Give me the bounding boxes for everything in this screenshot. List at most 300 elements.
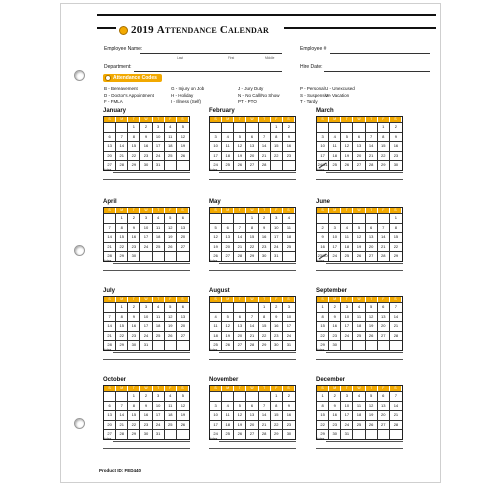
day-cell[interactable]: 18 bbox=[222, 151, 234, 161]
day-cell[interactable]: 26 bbox=[234, 429, 246, 439]
notes-line[interactable] bbox=[326, 263, 403, 264]
day-cell[interactable]: 10 bbox=[210, 410, 222, 420]
day-cell[interactable] bbox=[246, 302, 258, 312]
day-cell[interactable] bbox=[378, 340, 390, 350]
day-cell[interactable]: 22 bbox=[317, 331, 329, 341]
day-cell[interactable]: 17 bbox=[283, 321, 295, 331]
day-cell[interactable]: 15 bbox=[317, 321, 329, 331]
day-cell[interactable]: 23 bbox=[329, 420, 341, 430]
day-cell[interactable]: 30 bbox=[128, 251, 140, 261]
day-cell[interactable]: 9 bbox=[259, 223, 271, 233]
day-cell[interactable]: 26 bbox=[210, 251, 222, 261]
day-cell[interactable]: 27 bbox=[104, 160, 116, 170]
day-cell[interactable] bbox=[366, 340, 378, 350]
day-cell[interactable]: 6 bbox=[353, 132, 365, 142]
day-cell[interactable]: 26 bbox=[165, 242, 177, 252]
day-cell[interactable]: 13 bbox=[246, 410, 258, 420]
day-cell[interactable]: 11 bbox=[153, 312, 165, 322]
day-cell[interactable]: 29 bbox=[128, 160, 140, 170]
day-cell[interactable]: 19 bbox=[353, 242, 365, 252]
day-cell[interactable]: 9 bbox=[271, 312, 283, 322]
day-cell[interactable] bbox=[353, 340, 365, 350]
day-cell[interactable]: 1 bbox=[128, 391, 140, 401]
day-cell[interactable]: 29 bbox=[116, 251, 128, 261]
day-cell[interactable]: 22 bbox=[128, 420, 140, 430]
day-cell[interactable]: 11 bbox=[329, 141, 341, 151]
day-cell[interactable]: 6 bbox=[246, 401, 258, 411]
day-cell[interactable] bbox=[153, 251, 165, 261]
day-cell[interactable]: 2 bbox=[283, 122, 295, 132]
day-cell[interactable]: 9 bbox=[140, 401, 152, 411]
day-cell[interactable]: 14 bbox=[259, 141, 271, 151]
day-cell[interactable]: 22 bbox=[271, 420, 283, 430]
day-cell[interactable]: 6 bbox=[104, 132, 116, 142]
day-cell[interactable]: 28 bbox=[390, 420, 402, 430]
day-cell[interactable]: 21 bbox=[104, 331, 116, 341]
day-cell[interactable]: 24 bbox=[341, 331, 353, 341]
day-cell[interactable] bbox=[116, 122, 128, 132]
day-cell[interactable]: 24 bbox=[283, 331, 295, 341]
day-cell[interactable]: 13 bbox=[104, 141, 116, 151]
day-cell[interactable]: 25 bbox=[165, 151, 177, 161]
day-cell[interactable]: 8 bbox=[128, 401, 140, 411]
day-cell[interactable]: 27 bbox=[177, 331, 189, 341]
day-cell[interactable]: 20 bbox=[104, 151, 116, 161]
day-cell[interactable]: 14 bbox=[390, 312, 402, 322]
day-cell[interactable]: 1 bbox=[378, 122, 390, 132]
day-cell[interactable]: 2 bbox=[390, 122, 402, 132]
day-cell[interactable]: 10 bbox=[271, 223, 283, 233]
day-cell[interactable]: 13 bbox=[177, 312, 189, 322]
day-cell[interactable]: 6 bbox=[222, 223, 234, 233]
day-cell[interactable]: 14 bbox=[366, 141, 378, 151]
day-cell[interactable]: 9 bbox=[140, 132, 152, 142]
day-cell[interactable]: 27 bbox=[366, 251, 378, 261]
day-cell[interactable]: 2 bbox=[271, 302, 283, 312]
day-cell[interactable] bbox=[353, 122, 365, 132]
day-cell[interactable]: 18 bbox=[283, 232, 295, 242]
day-cell[interactable] bbox=[165, 340, 177, 350]
day-cell[interactable]: 30 bbox=[390, 160, 402, 170]
day-cell[interactable]: 8 bbox=[317, 312, 329, 322]
day-cell[interactable]: 8 bbox=[271, 401, 283, 411]
day-cell[interactable]: 25 bbox=[353, 420, 365, 430]
day-cell[interactable]: 4 bbox=[165, 122, 177, 132]
day-cell[interactable]: 13 bbox=[378, 401, 390, 411]
notes-line[interactable] bbox=[103, 179, 190, 180]
day-cell[interactable] bbox=[353, 213, 365, 223]
day-cell[interactable]: 5 bbox=[177, 391, 189, 401]
day-cell[interactable]: 4 bbox=[353, 302, 365, 312]
day-cell[interactable]: 31 bbox=[153, 160, 165, 170]
day-cell[interactable]: 4 bbox=[353, 391, 365, 401]
notes-line[interactable] bbox=[326, 441, 403, 442]
day-cell[interactable]: 3 bbox=[341, 391, 353, 401]
day-cell[interactable]: 18 bbox=[222, 420, 234, 430]
day-cell[interactable]: 15 bbox=[378, 141, 390, 151]
day-cell[interactable]: 1 bbox=[116, 213, 128, 223]
day-cell[interactable]: 31 bbox=[271, 251, 283, 261]
day-cell[interactable]: 17 bbox=[341, 410, 353, 420]
notes-line[interactable] bbox=[219, 441, 296, 442]
day-cell[interactable] bbox=[259, 391, 271, 401]
day-cell[interactable]: 20 bbox=[378, 410, 390, 420]
day-cell[interactable]: 7 bbox=[116, 132, 128, 142]
day-cell[interactable] bbox=[317, 122, 329, 132]
day-cell[interactable]: 3 bbox=[153, 391, 165, 401]
day-cell[interactable]: 18 bbox=[165, 410, 177, 420]
day-cell[interactable] bbox=[246, 391, 258, 401]
notes-line[interactable] bbox=[103, 270, 190, 271]
day-cell[interactable]: 22 bbox=[128, 151, 140, 161]
day-cell[interactable]: 14 bbox=[234, 232, 246, 242]
day-cell[interactable]: 7 bbox=[104, 312, 116, 322]
department-field[interactable] bbox=[134, 71, 282, 72]
day-cell[interactable] bbox=[165, 160, 177, 170]
day-cell[interactable]: 11 bbox=[341, 232, 353, 242]
day-cell[interactable]: 23 bbox=[128, 242, 140, 252]
day-cell[interactable]: 22 bbox=[116, 242, 128, 252]
day-cell[interactable]: 13 bbox=[104, 410, 116, 420]
day-cell[interactable]: 13 bbox=[378, 312, 390, 322]
day-cell[interactable]: 30 bbox=[271, 340, 283, 350]
day-cell[interactable]: 4 bbox=[341, 223, 353, 233]
day-cell[interactable] bbox=[271, 160, 283, 170]
day-cell[interactable]: 28 bbox=[234, 251, 246, 261]
day-cell[interactable]: 10 bbox=[341, 312, 353, 322]
day-cell[interactable]: 9 bbox=[128, 223, 140, 233]
day-cell[interactable]: 13 bbox=[246, 141, 258, 151]
day-cell[interactable]: 16 bbox=[317, 242, 329, 252]
day-cell[interactable]: 27 bbox=[234, 340, 246, 350]
day-cell[interactable]: 27 bbox=[222, 251, 234, 261]
day-cell[interactable]: 20 bbox=[104, 420, 116, 430]
day-cell[interactable]: 26 bbox=[366, 420, 378, 430]
day-cell[interactable]: 5 bbox=[353, 223, 365, 233]
day-cell[interactable]: 8 bbox=[128, 132, 140, 142]
day-cell[interactable]: 11 bbox=[165, 401, 177, 411]
day-cell[interactable]: 5 bbox=[210, 223, 222, 233]
day-cell[interactable]: 16 bbox=[329, 410, 341, 420]
day-cell[interactable]: 6 bbox=[234, 312, 246, 322]
day-cell[interactable]: 2 bbox=[283, 391, 295, 401]
notes-line[interactable] bbox=[326, 352, 403, 353]
day-cell[interactable]: 14 bbox=[116, 141, 128, 151]
day-cell[interactable]: 12 bbox=[177, 401, 189, 411]
day-cell[interactable]: 19 bbox=[165, 232, 177, 242]
day-cell[interactable]: 1 bbox=[271, 391, 283, 401]
day-cell[interactable]: 12 bbox=[222, 321, 234, 331]
day-cell[interactable]: 21 bbox=[104, 242, 116, 252]
day-cell[interactable]: 5 bbox=[234, 401, 246, 411]
day-cell[interactable]: 20 bbox=[177, 321, 189, 331]
day-cell[interactable]: 6 bbox=[104, 401, 116, 411]
day-cell[interactable]: 1 bbox=[259, 302, 271, 312]
day-cell[interactable]: 4 bbox=[222, 132, 234, 142]
day-cell[interactable] bbox=[153, 340, 165, 350]
day-cell[interactable]: 12 bbox=[165, 312, 177, 322]
day-cell[interactable]: 20 bbox=[353, 151, 365, 161]
day-cell[interactable]: 4 bbox=[222, 401, 234, 411]
notes-line[interactable] bbox=[103, 359, 190, 360]
day-cell[interactable]: 25 bbox=[222, 429, 234, 439]
day-cell[interactable]: 6 bbox=[366, 223, 378, 233]
day-cell[interactable]: 26 bbox=[234, 160, 246, 170]
day-cell[interactable]: 30 bbox=[259, 251, 271, 261]
day-cell[interactable]: 20 bbox=[246, 420, 258, 430]
day-cell[interactable]: 24 bbox=[210, 429, 222, 439]
day-cell[interactable]: 24 bbox=[329, 251, 341, 261]
day-cell[interactable]: 3 bbox=[140, 302, 152, 312]
day-cell[interactable]: 21 bbox=[246, 331, 258, 341]
day-cell[interactable]: 26 bbox=[353, 251, 365, 261]
day-cell[interactable]: 21 bbox=[259, 151, 271, 161]
day-cell[interactable]: 15 bbox=[128, 141, 140, 151]
day-cell[interactable] bbox=[222, 122, 234, 132]
day-cell[interactable]: 6 bbox=[177, 213, 189, 223]
day-cell[interactable]: 17 bbox=[341, 321, 353, 331]
notes-line[interactable] bbox=[209, 270, 296, 271]
day-cell[interactable]: 4 bbox=[329, 132, 341, 142]
day-cell[interactable]: 19 bbox=[210, 242, 222, 252]
day-cell[interactable] bbox=[104, 391, 116, 401]
day-cell[interactable] bbox=[210, 122, 222, 132]
day-cell[interactable]: 12 bbox=[366, 401, 378, 411]
day-cell[interactable]: 9 bbox=[317, 232, 329, 242]
day-cell[interactable]: 15 bbox=[259, 321, 271, 331]
day-cell[interactable]: 1 bbox=[317, 391, 329, 401]
day-cell[interactable]: 31 bbox=[341, 429, 353, 439]
day-cell[interactable]: 15 bbox=[271, 141, 283, 151]
day-cell[interactable]: 15 bbox=[390, 232, 402, 242]
day-cell[interactable]: 16 bbox=[140, 141, 152, 151]
day-cell[interactable]: 19 bbox=[177, 141, 189, 151]
day-cell[interactable] bbox=[177, 160, 189, 170]
day-cell[interactable]: 16 bbox=[259, 232, 271, 242]
day-cell[interactable]: 30 bbox=[329, 340, 341, 350]
day-cell[interactable] bbox=[390, 429, 402, 439]
day-cell[interactable]: 10 bbox=[341, 401, 353, 411]
day-cell[interactable]: 22 bbox=[246, 242, 258, 252]
day-cell[interactable]: 28 bbox=[378, 251, 390, 261]
day-cell[interactable]: 7 bbox=[259, 132, 271, 142]
day-cell[interactable]: 13 bbox=[222, 232, 234, 242]
day-cell[interactable]: 19 bbox=[222, 331, 234, 341]
day-cell[interactable]: 12 bbox=[234, 410, 246, 420]
notes-line[interactable] bbox=[209, 359, 296, 360]
day-cell[interactable] bbox=[283, 251, 295, 261]
day-cell[interactable]: 15 bbox=[116, 232, 128, 242]
day-cell[interactable]: 25 bbox=[341, 251, 353, 261]
day-cell[interactable]: 28 bbox=[390, 331, 402, 341]
day-cell[interactable]: 23 bbox=[283, 420, 295, 430]
day-cell[interactable]: 17 bbox=[210, 420, 222, 430]
day-cell[interactable]: 25 bbox=[329, 160, 341, 170]
day-cell[interactable]: 27 bbox=[177, 242, 189, 252]
day-cell[interactable] bbox=[210, 302, 222, 312]
day-cell[interactable]: 19 bbox=[366, 410, 378, 420]
day-cell[interactable]: 25 bbox=[153, 242, 165, 252]
day-cell[interactable]: 29 bbox=[390, 251, 402, 261]
notes-line[interactable] bbox=[113, 172, 190, 173]
day-cell[interactable] bbox=[165, 251, 177, 261]
day-cell[interactable]: 29 bbox=[317, 429, 329, 439]
day-cell[interactable] bbox=[234, 391, 246, 401]
notes-line[interactable] bbox=[209, 179, 296, 180]
day-cell[interactable]: 3 bbox=[210, 401, 222, 411]
day-cell[interactable]: 2 bbox=[128, 302, 140, 312]
day-cell[interactable]: 3 bbox=[271, 213, 283, 223]
day-cell[interactable]: 4 bbox=[210, 312, 222, 322]
day-cell[interactable]: 20 bbox=[246, 151, 258, 161]
notes-line[interactable] bbox=[113, 263, 190, 264]
day-cell[interactable]: 17 bbox=[210, 151, 222, 161]
day-cell[interactable] bbox=[234, 213, 246, 223]
day-cell[interactable]: 2 bbox=[128, 213, 140, 223]
day-cell[interactable]: 20 bbox=[378, 321, 390, 331]
day-cell[interactable]: 19 bbox=[234, 151, 246, 161]
day-cell[interactable]: 8 bbox=[378, 132, 390, 142]
day-cell[interactable]: 25 bbox=[222, 160, 234, 170]
day-cell[interactable]: 31 bbox=[153, 429, 165, 439]
day-cell[interactable]: 11 bbox=[210, 321, 222, 331]
day-cell[interactable]: 29 bbox=[317, 340, 329, 350]
day-cell[interactable]: 16 bbox=[140, 410, 152, 420]
notes-line[interactable] bbox=[316, 359, 403, 360]
day-cell[interactable]: 18 bbox=[341, 242, 353, 252]
day-cell[interactable]: 3 bbox=[329, 223, 341, 233]
day-cell[interactable]: 26 bbox=[366, 331, 378, 341]
day-cell[interactable]: 14 bbox=[378, 232, 390, 242]
day-cell[interactable] bbox=[104, 122, 116, 132]
day-cell[interactable]: 18 bbox=[353, 321, 365, 331]
day-cell[interactable]: 24 bbox=[140, 331, 152, 341]
day-cell[interactable]: 7 bbox=[116, 401, 128, 411]
day-cell[interactable]: 11 bbox=[353, 401, 365, 411]
day-cell[interactable] bbox=[116, 391, 128, 401]
day-cell[interactable] bbox=[177, 429, 189, 439]
day-cell[interactable] bbox=[222, 391, 234, 401]
day-cell[interactable]: 27 bbox=[378, 420, 390, 430]
day-cell[interactable]: 21 bbox=[259, 420, 271, 430]
day-cell[interactable] bbox=[177, 340, 189, 350]
day-cell[interactable]: 12 bbox=[234, 141, 246, 151]
day-cell[interactable]: 2 bbox=[140, 391, 152, 401]
day-cell[interactable]: 9 bbox=[390, 132, 402, 142]
day-cell[interactable]: 28 bbox=[116, 160, 128, 170]
day-cell[interactable] bbox=[234, 122, 246, 132]
day-cell[interactable]: 14 bbox=[259, 410, 271, 420]
day-cell[interactable]: 24 bbox=[153, 151, 165, 161]
day-cell[interactable]: 23 bbox=[140, 151, 152, 161]
day-cell[interactable]: 22 bbox=[317, 420, 329, 430]
day-cell[interactable]: 10 bbox=[329, 232, 341, 242]
day-cell[interactable]: 7 bbox=[234, 223, 246, 233]
day-cell[interactable]: 29 bbox=[128, 429, 140, 439]
day-cell[interactable]: 22 bbox=[378, 151, 390, 161]
day-cell[interactable] bbox=[341, 122, 353, 132]
day-cell[interactable]: 25 bbox=[353, 331, 365, 341]
day-cell[interactable]: 22 bbox=[271, 151, 283, 161]
day-cell[interactable]: 30 bbox=[329, 429, 341, 439]
day-cell[interactable]: 30 bbox=[283, 429, 295, 439]
day-cell[interactable]: 19 bbox=[234, 420, 246, 430]
day-cell[interactable]: 12 bbox=[341, 141, 353, 151]
day-cell[interactable]: 30 bbox=[140, 160, 152, 170]
day-cell[interactable]: 3 bbox=[140, 213, 152, 223]
day-cell[interactable]: 4 bbox=[153, 213, 165, 223]
day-cell[interactable]: 24 bbox=[153, 420, 165, 430]
notes-line[interactable] bbox=[209, 448, 296, 449]
day-cell[interactable]: 16 bbox=[283, 410, 295, 420]
day-cell[interactable]: 26 bbox=[177, 420, 189, 430]
day-cell[interactable]: 1 bbox=[128, 122, 140, 132]
day-cell[interactable]: 7 bbox=[378, 223, 390, 233]
day-cell[interactable]: 19 bbox=[177, 410, 189, 420]
day-cell[interactable]: 9 bbox=[128, 312, 140, 322]
day-cell[interactable]: 13 bbox=[234, 321, 246, 331]
day-cell[interactable] bbox=[210, 391, 222, 401]
day-cell[interactable]: 27 bbox=[104, 429, 116, 439]
day-cell[interactable]: 5 bbox=[366, 391, 378, 401]
day-cell[interactable]: 30 bbox=[140, 429, 152, 439]
day-cell[interactable]: 3 bbox=[341, 302, 353, 312]
day-cell[interactable]: 21 bbox=[390, 321, 402, 331]
notes-line[interactable] bbox=[103, 448, 190, 449]
day-cell[interactable] bbox=[283, 160, 295, 170]
day-cell[interactable]: 3 bbox=[210, 132, 222, 142]
day-cell[interactable] bbox=[317, 213, 329, 223]
day-cell[interactable]: 29 bbox=[116, 340, 128, 350]
day-cell[interactable]: 24/31 bbox=[317, 160, 329, 170]
day-cell[interactable]: 12 bbox=[210, 232, 222, 242]
day-cell[interactable] bbox=[366, 122, 378, 132]
day-cell[interactable]: 27 bbox=[378, 331, 390, 341]
notes-line[interactable] bbox=[219, 172, 296, 173]
notes-line[interactable] bbox=[326, 172, 403, 173]
day-cell[interactable]: 27 bbox=[246, 160, 258, 170]
day-cell[interactable] bbox=[390, 340, 402, 350]
day-cell[interactable]: 16 bbox=[271, 321, 283, 331]
day-cell[interactable]: 28 bbox=[104, 340, 116, 350]
day-cell[interactable]: 8 bbox=[271, 132, 283, 142]
day-cell[interactable]: 15 bbox=[271, 410, 283, 420]
notes-line[interactable] bbox=[316, 448, 403, 449]
day-cell[interactable]: 23 bbox=[390, 151, 402, 161]
day-cell[interactable]: 6 bbox=[177, 302, 189, 312]
day-cell[interactable]: 2 bbox=[317, 223, 329, 233]
day-cell[interactable]: 23 bbox=[140, 420, 152, 430]
day-cell[interactable]: 17 bbox=[329, 242, 341, 252]
day-cell[interactable]: 21 bbox=[116, 420, 128, 430]
day-cell[interactable]: 11 bbox=[165, 132, 177, 142]
day-cell[interactable]: 25 bbox=[283, 242, 295, 252]
day-cell[interactable] bbox=[222, 213, 234, 223]
day-cell[interactable]: 13 bbox=[353, 141, 365, 151]
day-cell[interactable]: 1 bbox=[116, 302, 128, 312]
day-cell[interactable]: 21 bbox=[378, 242, 390, 252]
day-cell[interactable]: 14 bbox=[116, 410, 128, 420]
day-cell[interactable]: 10 bbox=[283, 312, 295, 322]
day-cell[interactable]: 7 bbox=[366, 132, 378, 142]
day-cell[interactable]: 19 bbox=[341, 151, 353, 161]
day-cell[interactable] bbox=[234, 302, 246, 312]
day-cell[interactable] bbox=[341, 340, 353, 350]
day-cell[interactable]: 12 bbox=[366, 312, 378, 322]
day-cell[interactable]: 20 bbox=[222, 242, 234, 252]
day-cell[interactable]: 22 bbox=[390, 242, 402, 252]
day-cell[interactable]: 3 bbox=[317, 132, 329, 142]
